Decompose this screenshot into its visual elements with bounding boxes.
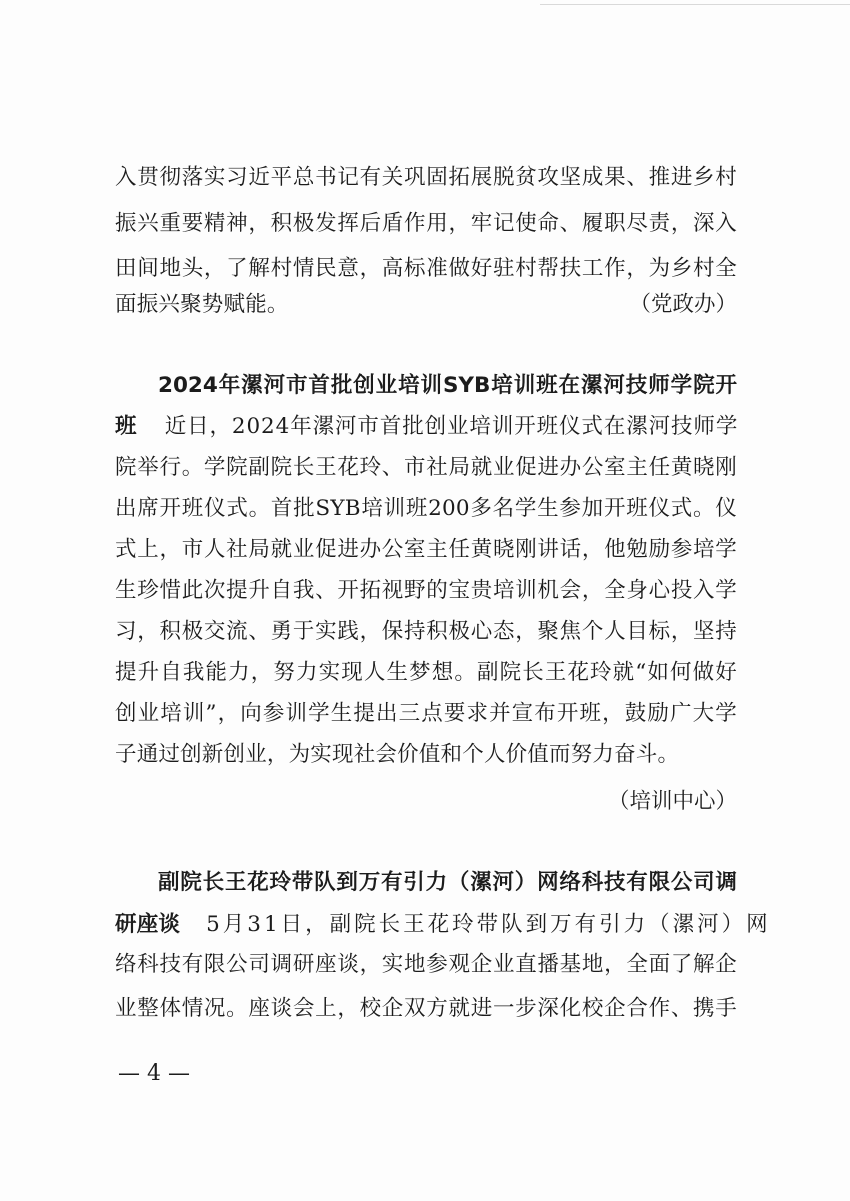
article2-heading-end: 研座谈 [115,912,181,937]
top-edge-rule [540,4,850,5]
article2-heading: 副院长王花玲带队到万有引力（漯河）网络科技有限公司调 [158,870,737,895]
continuation-line-1: 入贯彻落实习近平总书记有关巩固拓展脱贫攻坚成果、推进乡村 [115,165,737,190]
article2-body-line: 络科技有限公司调研座谈，实地参观企业直播基地，全面了解企 [115,952,737,977]
article1-body-line: 出席开班仪式。首批SYB培训班200多名学生参加开班仪式。仪 [115,496,737,521]
article1-body-line: 子通过创新创业，为实现社会价值和个人价值而努力奋斗。 [115,742,680,767]
article1-heading-end: 班 [115,414,137,439]
article1-body-line: 提升自我能力，努力实现人生梦想。副院长王花玲就“如何做好 [115,660,737,685]
page-number: — 4 — [118,1061,190,1086]
continuation-line-4: 面振兴聚势赋能。 [115,292,289,317]
article1-body-line: 创业培训”，向参训学生提出三点要求并宣布开班，鼓励广大学 [115,701,737,726]
continuation-source: （党政办） [629,292,737,317]
article1-body-line: 习，积极交流、勇于实践，保持积极心态，聚焦个人目标，坚持 [115,619,737,644]
article2-line-2 [115,910,771,940]
article1-heading: 2024年漯河市首批创业培训SYB培训班在漯河技师学院开 [158,373,737,398]
continuation-line-3: 田间地头，了解村情民意，高标准做好驻村帮扶工作，为乡村全 [115,256,737,281]
article1-body-line: 院举行。学院副院长王花玲、市社局就业促进办公室主任黄晓刚 [115,455,737,480]
article1-body-line: 式上，市人社局就业促进办公室主任黄晓刚讲话，他勉励参培学 [115,537,737,562]
article1-source: （培训中心） [607,789,737,814]
article2-line-2-body: 5月31日，副院长王花玲带队到万有引力（漯河）网 [206,912,771,937]
article1-body-line: 生珍惜此次提升自我、开拓视野的宝贵培训机会，全身心投入学 [115,578,737,603]
article1-line-2-body: 近日，2024年漯河市首批创业培训开班仪式在漯河技师学 [164,414,739,439]
article1-line-2 [115,412,737,442]
continuation-line-2: 振兴重要精神，积极发挥后盾作用，牢记使命、履职尽责，深入 [115,211,737,236]
article2-body-line: 业整体情况。座谈会上，校企双方就进一步深化校企合作、携手 [115,996,737,1021]
